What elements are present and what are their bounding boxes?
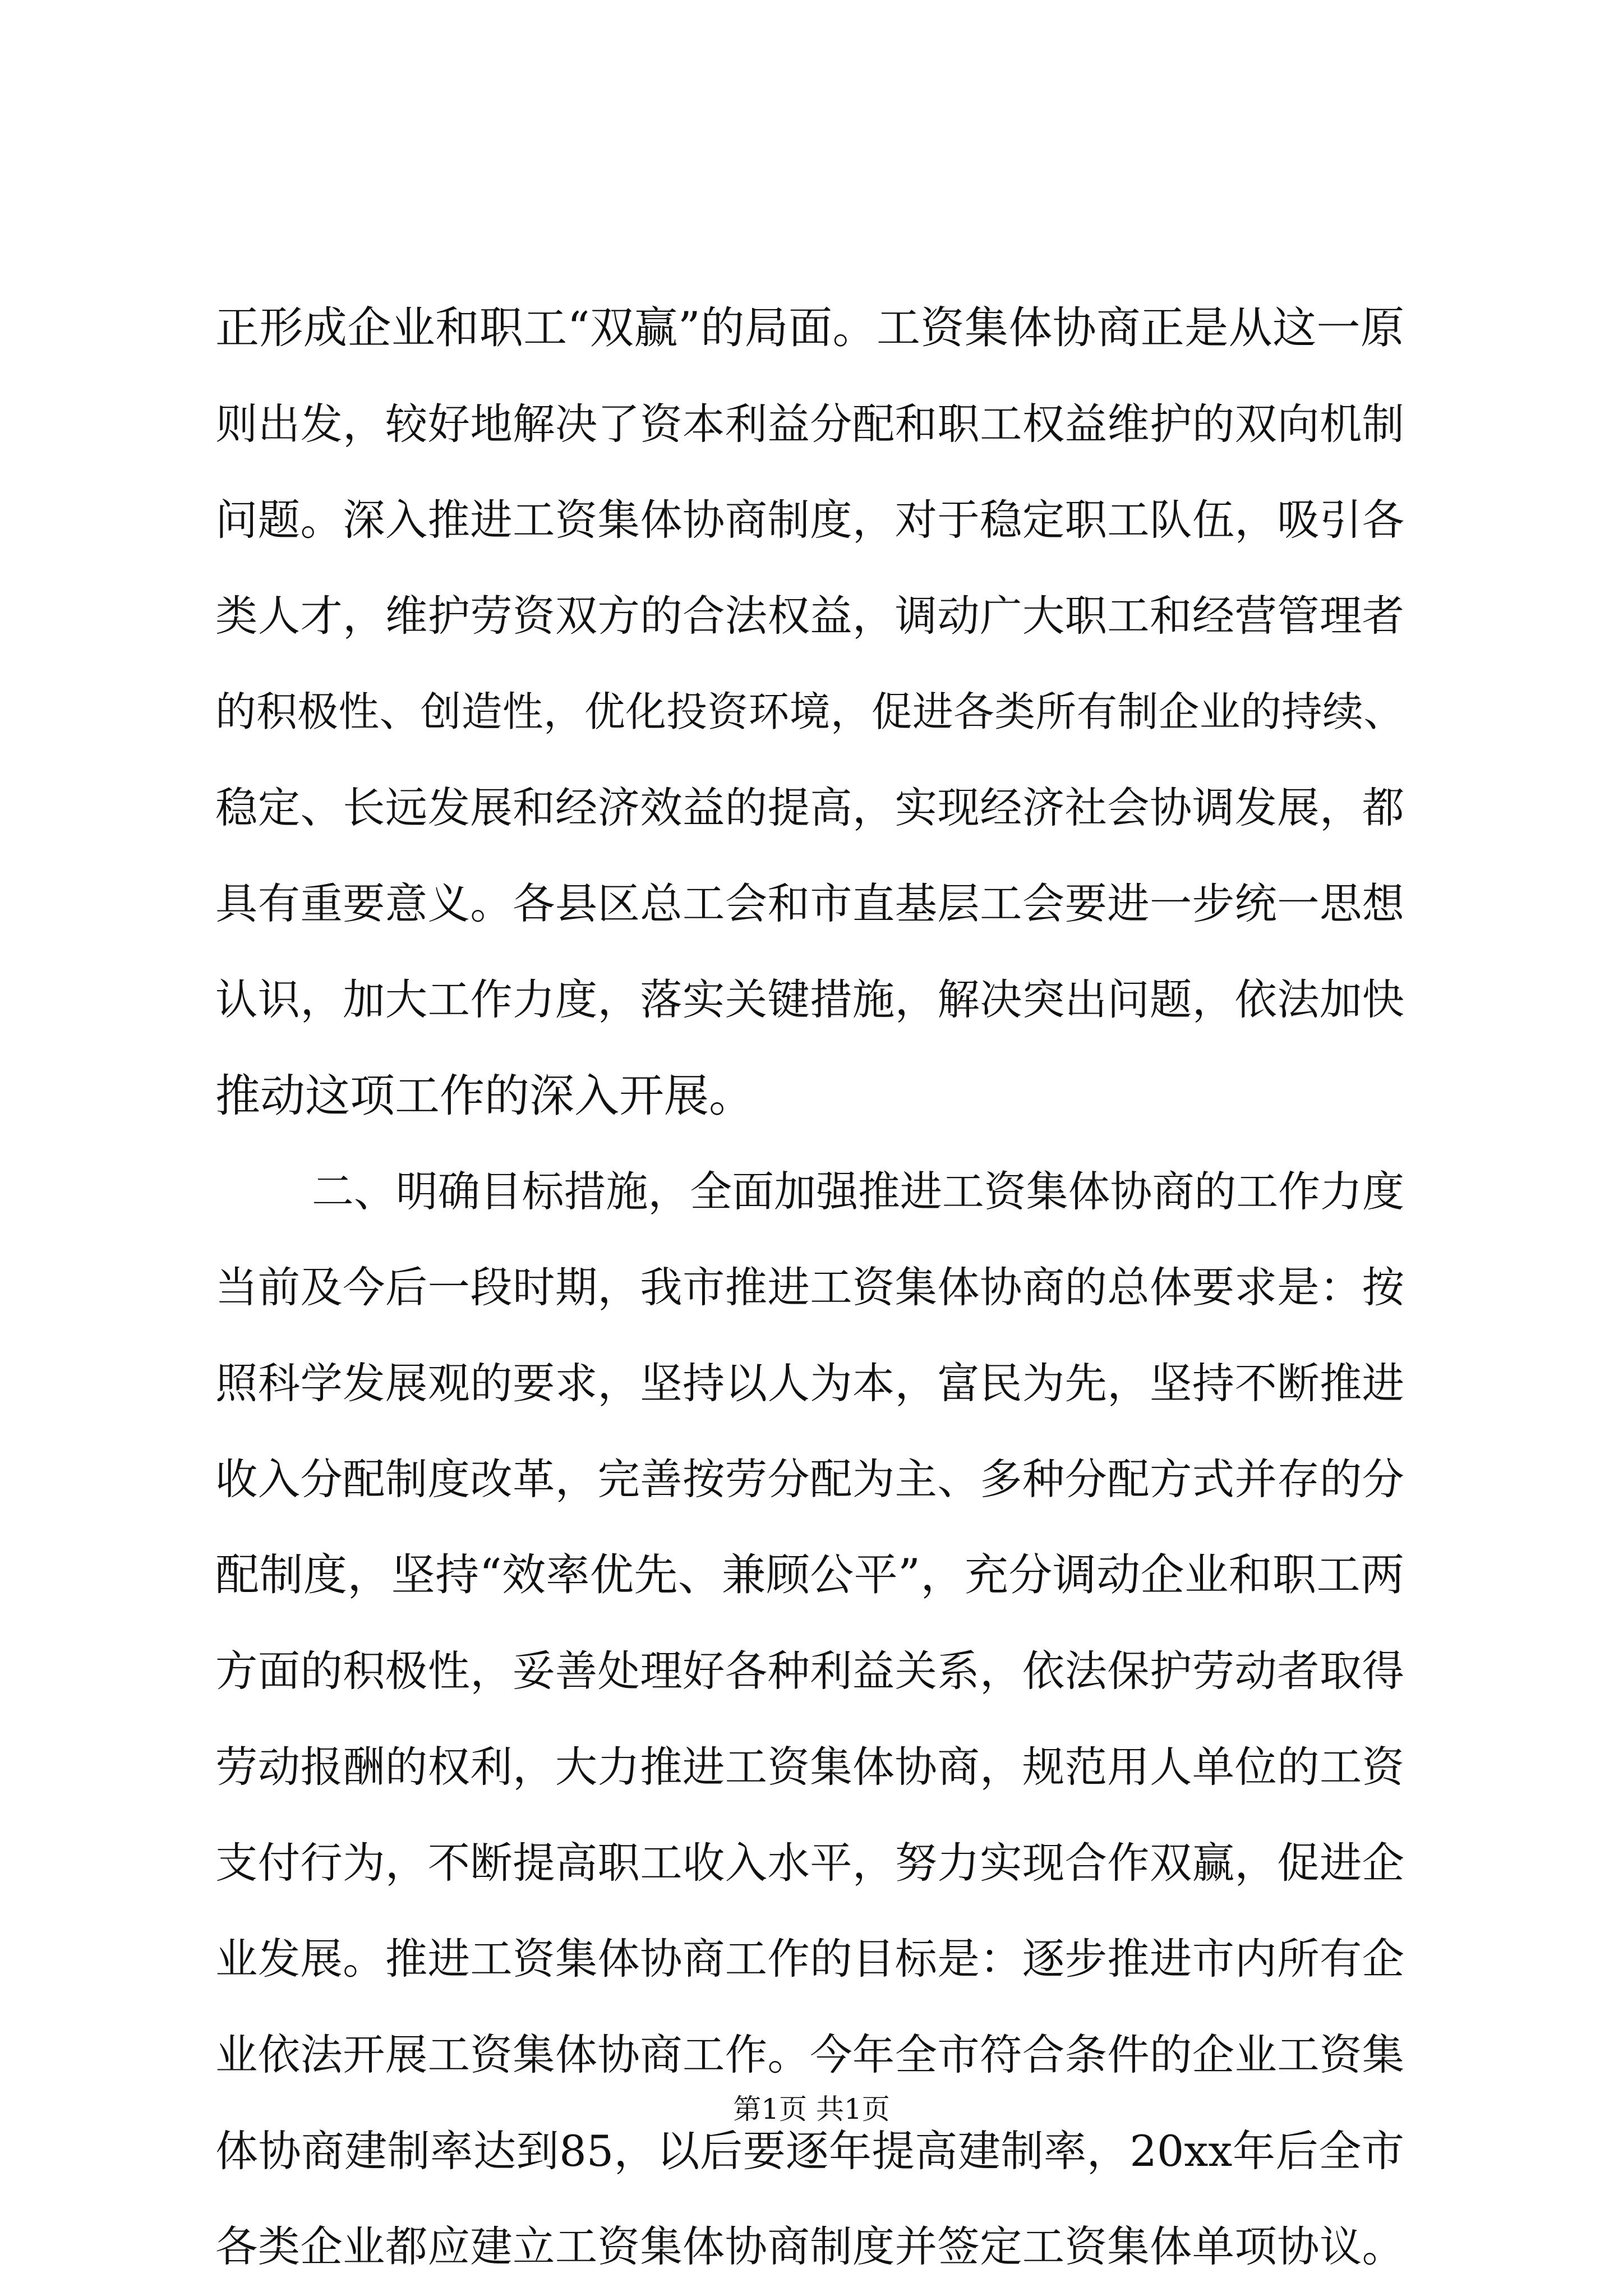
text-line: 正形成企业和职工“双赢”的局面。工资集体协商正是从这一原 xyxy=(215,303,1404,353)
text-line: 业发展。推进工资集体协商工作的目标是：逐步推进市内所有企 xyxy=(215,1934,1404,1984)
text-line: 当前及今后一段时期，我市推进工资集体协商的总体要求是：按 xyxy=(215,1263,1404,1312)
text-line: 业依法开展工资集体协商工作。今年全市符合条件的企业工资集 xyxy=(215,2030,1404,2079)
text-line: 类人才，维护劳资双方的合法权益，调动广大职工和经营管理者 xyxy=(215,591,1404,641)
text-line: 劳动报酬的权利，大力推进工资集体协商，规范用人单位的工资 xyxy=(215,1742,1404,1792)
text-line: 具有重要意义。各县区总工会和市直基层工会要进一步统一思想 xyxy=(215,879,1404,928)
text-line: 认识，加大工作力度，落实关键措施，解决突出问题，依法加快 xyxy=(215,975,1404,1024)
text-line: 推动这项工作的深入开展。 xyxy=(215,1070,754,1122)
body-text xyxy=(215,280,1404,2295)
text-line: 体协商建制率达到85，以后要逐年提高建制率，20xx年后全市 xyxy=(215,2126,1404,2176)
text-line: 稳定、长远发展和经济效益的提高，实现经济社会协调发展，都 xyxy=(215,783,1404,832)
text-line: 的积极性、创造性，优化投资环境，促进各类所有制企业的持续、 xyxy=(215,688,1404,736)
page-footer xyxy=(0,2090,1623,2129)
text-line: 配制度，坚持“效率优先、兼顾公平”，充分调动企业和职工两 xyxy=(215,1550,1404,1600)
text-line: 照科学发展观的要求，坚持以人为本，富民为先，坚持不断推进 xyxy=(215,1359,1404,1408)
text-line: 方面的积极性，妥善处理好各种利益关系，依法保护劳动者取得 xyxy=(215,1646,1404,1696)
section-heading: 二、明确目标措施，全面加强推进工资集体协商的工作力度 xyxy=(312,1167,1404,1216)
text-line: 则出发，较好地解决了资本利益分配和职工权益维护的双向机制 xyxy=(215,399,1404,449)
text-line: 各类企业都应建立工资集体协商制度并签定工资集体单项协议。 xyxy=(215,2222,1404,2271)
page-number-label: 第1页 共1页 xyxy=(733,2093,890,2125)
text-line: 支付行为，不断提高职工收入水平，努力实现合作双赢，促进企 xyxy=(215,1838,1404,1888)
text-line: 问题。深入推进工资集体协商制度，对于稳定职工队伍，吸引各 xyxy=(215,495,1404,545)
text-line: 收入分配制度改革，完善按劳分配为主、多种分配方式并存的分 xyxy=(215,1455,1404,1504)
